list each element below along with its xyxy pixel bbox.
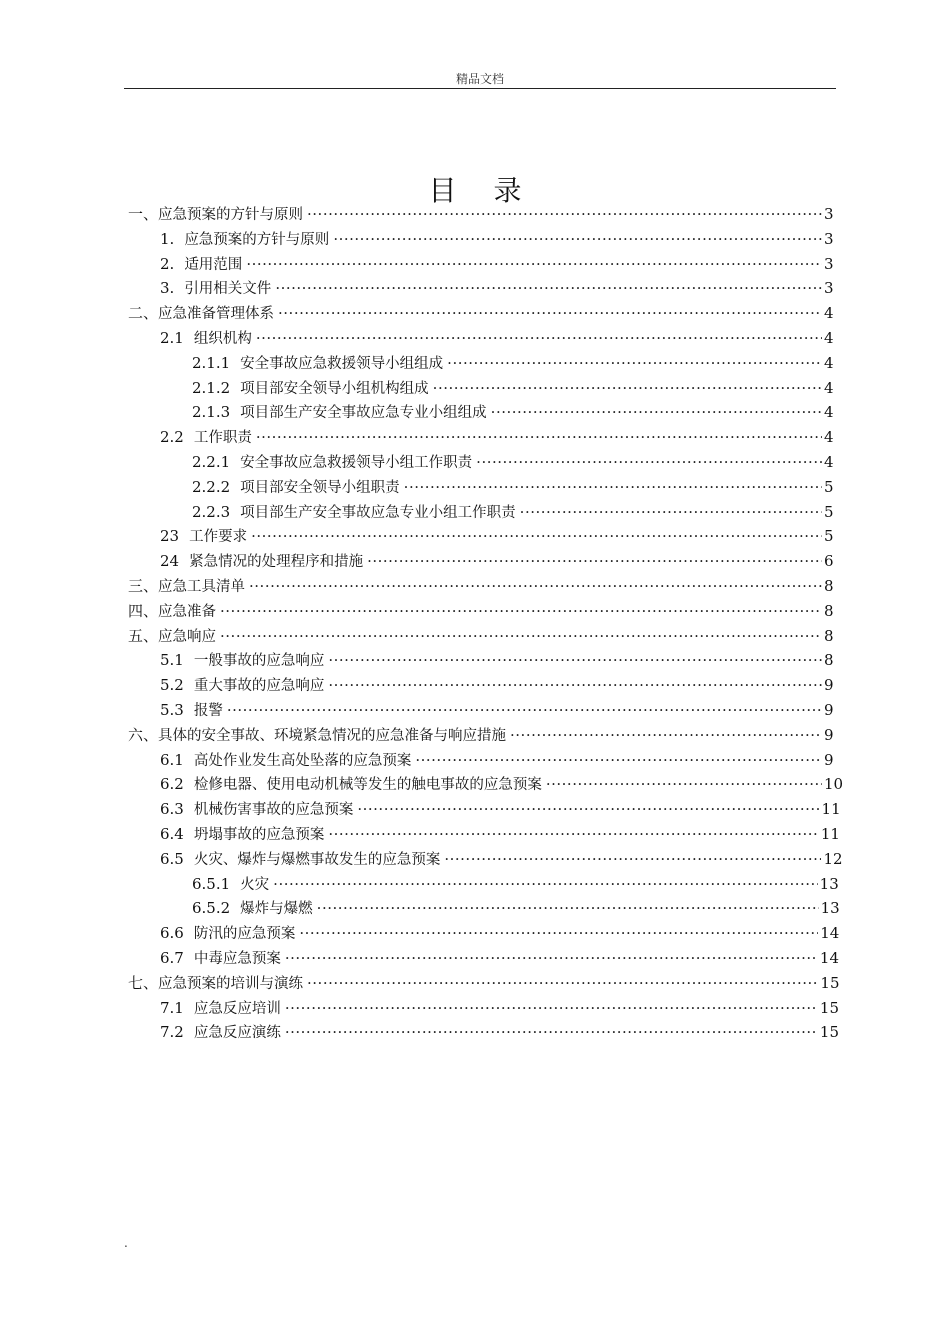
toc-dot-leader bbox=[520, 500, 822, 525]
toc-entry-title: 应急预案的方针与原则 bbox=[184, 231, 330, 248]
toc-entry-page-number: 14 bbox=[820, 924, 840, 943]
toc-entry[interactable] bbox=[128, 450, 832, 475]
toc-entry-page-number: 3 bbox=[824, 254, 834, 273]
toc-dot-leader bbox=[328, 673, 822, 698]
toc-entry-title: 检修电器、使用电动机械等发生的触电事故的应急预案 bbox=[193, 777, 542, 794]
toc-entry-number: 6.1 bbox=[160, 750, 184, 769]
toc-dot-leader bbox=[285, 996, 818, 1021]
toc-dot-leader bbox=[447, 351, 822, 376]
toc-entry[interactable] bbox=[128, 847, 843, 872]
toc-entry-page-number: 4 bbox=[824, 428, 834, 447]
toc-entry-page-number: 4 bbox=[824, 378, 834, 397]
toc-dot-leader bbox=[433, 376, 822, 401]
toc-entry[interactable] bbox=[128, 896, 840, 921]
toc-entry[interactable] bbox=[128, 748, 832, 773]
toc-entry-page-number: 5 bbox=[824, 527, 834, 546]
toc-entry-number: 6.7 bbox=[160, 948, 184, 967]
toc-entry-number: 3. bbox=[160, 279, 175, 298]
toc-entry-title: 爆炸与爆燃 bbox=[240, 901, 313, 918]
page-title: 目 录 bbox=[428, 173, 536, 207]
toc-entry-title: 应急反应演练 bbox=[193, 1025, 281, 1042]
toc-entry[interactable] bbox=[128, 252, 832, 277]
toc-entry-title: 应急预案的方针与原则 bbox=[158, 207, 304, 223]
toc-entry[interactable] bbox=[128, 624, 832, 649]
toc-entry-page-number: 13 bbox=[820, 899, 840, 918]
toc-entry-number: 六、 bbox=[128, 725, 159, 744]
toc-dot-leader bbox=[256, 326, 822, 351]
toc-dot-leader bbox=[246, 252, 822, 277]
toc-entry[interactable] bbox=[128, 475, 832, 500]
toc-entry-number: 2.2.1 bbox=[192, 452, 231, 471]
toc-entry-title: 报警 bbox=[193, 702, 223, 719]
toc-entry-number: 1. bbox=[160, 229, 175, 248]
toc-dot-leader bbox=[307, 202, 822, 227]
toc-entry-page-number: 4 bbox=[824, 304, 834, 323]
toc-entry-title: 中毒应急预案 bbox=[193, 950, 281, 967]
toc-entry-number: 5.1 bbox=[160, 651, 184, 670]
toc-entry-page-number: 9 bbox=[824, 750, 834, 769]
toc-entry[interactable] bbox=[128, 872, 839, 897]
toc-entry-number: 7.1 bbox=[160, 998, 184, 1017]
toc-entry-title: 项目部生产安全事故应急专业小组组成 bbox=[240, 405, 487, 422]
toc-entry-page-number: 10 bbox=[824, 775, 844, 794]
toc-entry-page-number: 9 bbox=[824, 700, 834, 719]
toc-entry[interactable] bbox=[128, 996, 840, 1021]
toc-entry[interactable] bbox=[128, 549, 832, 574]
toc-dot-leader bbox=[476, 450, 822, 475]
toc-entry[interactable] bbox=[128, 1020, 840, 1045]
toc-entry-page-number: 13 bbox=[819, 874, 839, 893]
toc-entry-title: 火灾 bbox=[240, 876, 270, 893]
toc-entry-title: 适用范围 bbox=[184, 256, 243, 273]
toc-entry-page-number: 14 bbox=[819, 948, 840, 967]
toc-entry[interactable] bbox=[128, 673, 832, 698]
toc-entry-number: 三、 bbox=[128, 576, 159, 595]
toc-entry-number: 2.1.2 bbox=[192, 378, 231, 397]
toc-entry-page-number: 9 bbox=[824, 725, 834, 744]
toc-entry-page-number: 9 bbox=[824, 676, 834, 695]
toc-dot-leader bbox=[444, 847, 821, 872]
toc-entry-number: 一、 bbox=[128, 205, 159, 223]
toc-dot-leader bbox=[285, 1020, 818, 1045]
toc-entry-number: 6.4 bbox=[160, 824, 184, 843]
toc-entry-number: 6.5 bbox=[160, 849, 184, 868]
toc-entry-number: 24 bbox=[160, 552, 180, 571]
toc-entry-title: 项目部安全领导小组机构组成 bbox=[240, 380, 429, 397]
toc-entry-page-number: 3 bbox=[824, 229, 834, 248]
toc-entry-page-number: 8 bbox=[824, 651, 834, 670]
toc-entry-title: 重大事故的应急响应 bbox=[193, 678, 325, 695]
toc-entry-page-number: 11 bbox=[820, 824, 840, 843]
toc-entry-number: 5.2 bbox=[160, 676, 184, 695]
toc-entry[interactable] bbox=[128, 227, 832, 252]
toc-entry-number: 2.1.3 bbox=[192, 403, 231, 422]
toc-entry[interactable] bbox=[128, 971, 840, 996]
toc-entry[interactable] bbox=[128, 524, 832, 549]
toc-entry-title: 安全事故应急救援领导小组工作职责 bbox=[240, 454, 473, 471]
toc-dot-leader bbox=[328, 648, 822, 673]
toc-entry-number: 2.1 bbox=[160, 328, 184, 347]
toc-entry[interactable] bbox=[128, 698, 832, 723]
toc-dot-leader bbox=[220, 624, 822, 649]
toc-entry-number: 2. bbox=[160, 254, 175, 273]
toc-entry[interactable] bbox=[128, 326, 832, 351]
toc-entry-number: 6.5.1 bbox=[192, 874, 231, 893]
toc-entry-page-number: 12 bbox=[823, 849, 843, 868]
toc-entry-title: 应急反应培训 bbox=[193, 1000, 281, 1017]
toc-entry-page-number: 8 bbox=[824, 626, 834, 645]
toc-entry-number: 5.3 bbox=[160, 700, 184, 719]
toc-entry[interactable] bbox=[128, 797, 841, 822]
toc-entry-page-number: 15 bbox=[819, 998, 840, 1017]
toc-entry-number: 7.2 bbox=[160, 1023, 184, 1042]
toc-entry-number: 2.1.1 bbox=[192, 353, 231, 372]
toc-entry-title: 工作要求 bbox=[189, 529, 248, 546]
toc-entry[interactable] bbox=[128, 276, 832, 301]
toc-entry[interactable] bbox=[128, 946, 840, 971]
toc-dot-leader bbox=[328, 822, 819, 847]
toc-entry-title: 项目部安全领导小组职责 bbox=[240, 479, 400, 496]
footer-mark: . bbox=[124, 1236, 128, 1250]
toc-entry-page-number: 11 bbox=[821, 800, 841, 819]
toc-entry-number: 23 bbox=[160, 527, 180, 546]
toc-dot-leader bbox=[273, 872, 818, 897]
toc-entry-page-number: 3 bbox=[824, 279, 834, 298]
toc-dot-leader bbox=[249, 574, 822, 599]
toc-entry-number: 四、 bbox=[128, 601, 159, 620]
toc-entry[interactable] bbox=[128, 772, 844, 797]
toc-entry-title: 应急准备管理体系 bbox=[158, 306, 275, 323]
toc-entry-number: 2.2 bbox=[160, 428, 184, 447]
toc-entry-title: 工作职责 bbox=[193, 430, 252, 447]
toc-dot-leader bbox=[285, 946, 818, 971]
toc-dot-leader bbox=[415, 748, 822, 773]
toc-dot-leader bbox=[317, 896, 819, 921]
toc-entry-page-number: 8 bbox=[824, 601, 834, 620]
toc-dot-leader bbox=[307, 971, 818, 996]
toc-entry-number: 6.2 bbox=[160, 775, 184, 794]
toc-entry-number: 6.6 bbox=[160, 924, 184, 943]
toc-entry-title: 应急工具清单 bbox=[158, 578, 246, 595]
table-of-contents bbox=[128, 202, 844, 1045]
toc-entry-title: 应急准备 bbox=[158, 603, 217, 620]
toc-entry-title: 项目部生产安全事故应急专业小组工作职责 bbox=[240, 504, 516, 521]
toc-entry-number: 五、 bbox=[128, 626, 159, 645]
toc-entry-page-number: 3 bbox=[824, 205, 834, 223]
toc-entry[interactable] bbox=[128, 400, 832, 425]
toc-entry[interactable] bbox=[128, 425, 832, 450]
toc-entry-title: 火灾、爆炸与爆燃事故发生的应急预案 bbox=[193, 851, 441, 868]
toc-entry-number: 2.2.2 bbox=[192, 477, 231, 496]
toc-entry-page-number: 15 bbox=[819, 1023, 840, 1042]
toc-entry-title: 应急预案的培训与演练 bbox=[158, 975, 304, 992]
toc-dot-leader bbox=[256, 425, 822, 450]
toc-entry-number: 6.5.2 bbox=[192, 899, 231, 918]
toc-entry-number: 二、 bbox=[128, 304, 159, 323]
toc-dot-leader bbox=[404, 475, 822, 500]
toc-entry-page-number: 4 bbox=[824, 452, 834, 471]
toc-entry[interactable] bbox=[128, 202, 832, 227]
toc-entry[interactable] bbox=[128, 723, 832, 748]
toc-entry-title: 防汛的应急预案 bbox=[193, 926, 296, 943]
toc-entry-title: 高处作业发生高处坠落的应急预案 bbox=[193, 752, 412, 769]
toc-entry-title: 应急响应 bbox=[158, 628, 217, 645]
toc-entry-title: 引用相关文件 bbox=[184, 281, 272, 298]
toc-dot-leader bbox=[367, 549, 822, 574]
toc-entry-page-number: 8 bbox=[824, 576, 834, 595]
toc-entry-title: 紧急情况的处理程序和措施 bbox=[189, 554, 364, 571]
toc-entry-page-number: 4 bbox=[824, 328, 834, 347]
toc-entry-page-number: 15 bbox=[820, 973, 840, 992]
toc-entry-title: 具体的安全事故、环境紧急情况的应急准备与响应措施 bbox=[158, 727, 507, 744]
toc-entry-number: 2.2.3 bbox=[192, 502, 231, 521]
toc-entry[interactable] bbox=[128, 574, 832, 599]
toc-dot-leader bbox=[357, 797, 819, 822]
toc-dot-leader bbox=[546, 772, 822, 797]
toc-entry-title: 一般事故的应急响应 bbox=[193, 653, 325, 670]
toc-entry[interactable] bbox=[128, 599, 832, 624]
toc-dot-leader bbox=[333, 227, 822, 252]
toc-dot-leader bbox=[491, 400, 822, 425]
toc-entry[interactable] bbox=[128, 822, 840, 847]
toc-entry-page-number: 4 bbox=[824, 403, 834, 422]
toc-dot-leader bbox=[220, 599, 822, 624]
toc-dot-leader bbox=[510, 723, 822, 748]
toc-entry-title: 安全事故应急救援领导小组组成 bbox=[240, 355, 444, 372]
toc-entry-title: 组织机构 bbox=[193, 330, 252, 347]
toc-dot-leader bbox=[299, 921, 818, 946]
page-header: 精品文档 bbox=[124, 70, 836, 89]
toc-entry[interactable] bbox=[128, 648, 832, 673]
toc-entry[interactable] bbox=[128, 301, 832, 326]
toc-entry-title: 机械伤害事故的应急预案 bbox=[193, 802, 354, 819]
toc-entry-page-number: 5 bbox=[824, 502, 834, 521]
toc-dot-leader bbox=[278, 301, 822, 326]
toc-dot-leader bbox=[275, 276, 822, 301]
toc-entry-number: 6.3 bbox=[160, 800, 184, 819]
toc-entry[interactable] bbox=[128, 921, 840, 946]
toc-entry[interactable] bbox=[128, 500, 832, 525]
toc-entry-page-number: 5 bbox=[824, 477, 834, 496]
toc-entry-page-number: 4 bbox=[824, 353, 834, 372]
toc-entry-title: 坍塌事故的应急预案 bbox=[193, 826, 325, 843]
toc-entry-number: 七、 bbox=[128, 973, 159, 992]
toc-dot-leader bbox=[251, 524, 822, 549]
toc-entry-page-number: 6 bbox=[824, 552, 834, 571]
toc-dot-leader bbox=[227, 698, 822, 723]
toc-entry[interactable] bbox=[128, 351, 832, 376]
toc-entry[interactable] bbox=[128, 376, 832, 401]
